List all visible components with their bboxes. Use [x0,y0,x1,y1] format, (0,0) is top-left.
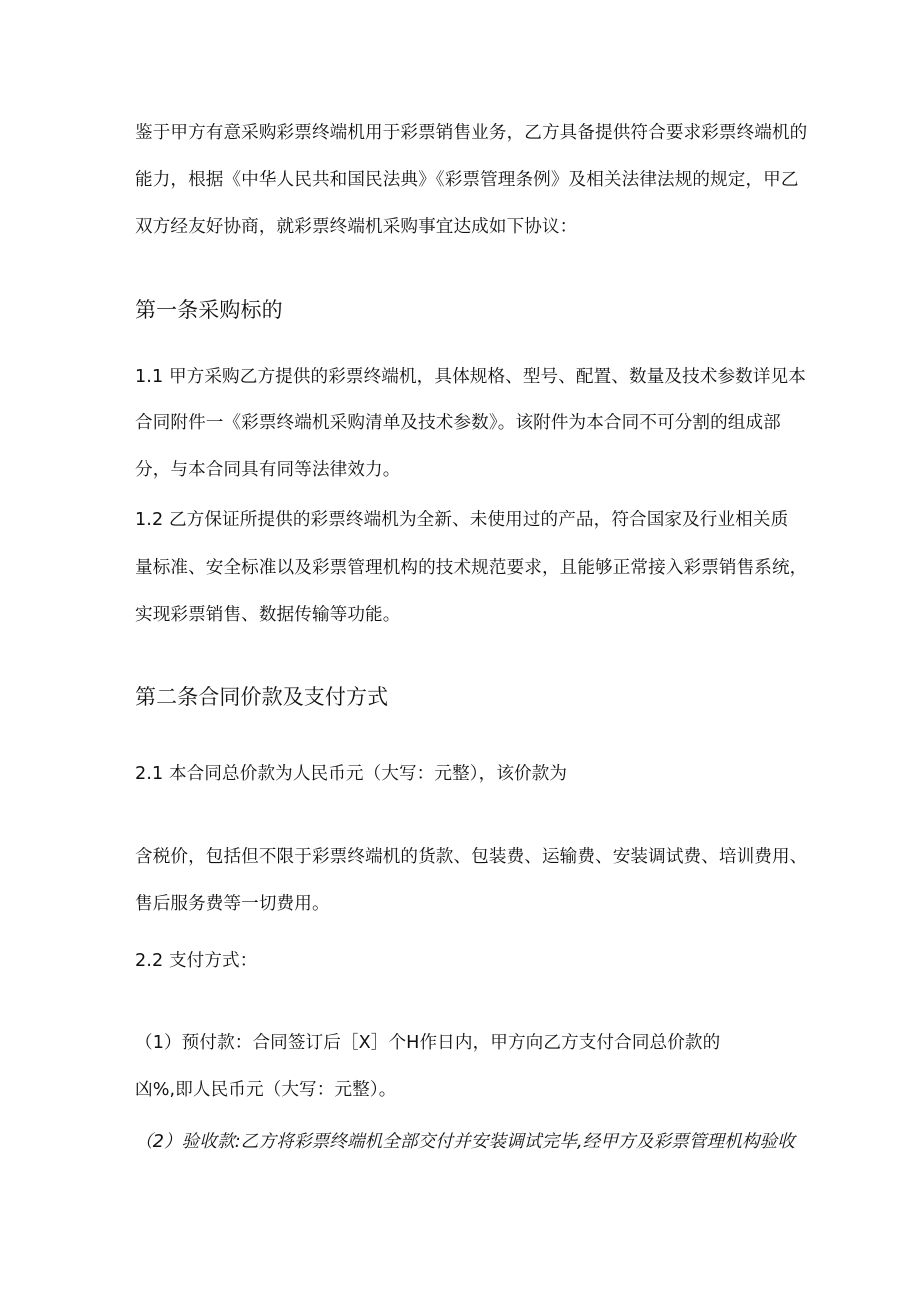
preamble-line-2: 能力，根据《中华人民共和国民法典》《彩票管理条例》及相关法律法规的规定，甲乙 [135,170,799,190]
clause-2-1-line-2: 含税价，包括但不限于彩票终端机的货款、包装费、运输费、安装调试费、培训费用、 [135,847,808,867]
clause-2-1-line-1: 2.1 本合同总价款为人民币元（大写：元整），该价款为 [135,764,568,784]
clause-1-1-line-1: 1.1 甲方采购乙方提供的彩票终端机，具体规格、型号、配置、数量及技术参数详见本 [135,367,806,387]
clause-1-2-line-2: 量标准、安全标准以及彩票管理机构的技术规范要求，且能够正常接入彩票销售系统， [135,558,808,578]
article-2-heading: 第二条合同价款及支付方式 [135,685,389,709]
clause-2-1-line-3: 售后服务费等一切费用。 [135,894,330,914]
item-1-line-1: （1）预付款：合同签订后［X］个H作日内，甲方向乙方支付合同总价款的 [135,1033,721,1053]
clause-1-2-line-1: 1.2 乙方保证所提供的彩票终端机为全新、未使用过的产品，符合国家及行业相关质 [135,510,789,530]
clause-1-1-line-3: 分，与本合同具有同等法律效力。 [135,460,401,480]
article-1-heading: 第一条采购标的 [135,298,283,322]
clause-1-2-line-3: 实现彩票销售、数据传输等功能。 [135,605,401,625]
item-1-line-2: 凶%,即人民币元（大写：元整）。 [135,1080,397,1100]
preamble-line-3: 双方经友好协商，就彩票终端机采购事宜达成如下协议： [135,217,578,237]
clause-2-2-label: 2.2 支付方式： [135,951,258,971]
preamble-line-1: 鉴于甲方有意采购彩票终端机用于彩票销售业务，乙方具备提供符合要求彩票终端机的 [135,123,808,143]
clause-1-1-line-2: 合同附件一《彩票终端机采购清单及技术参数》。该附件为本合同不可分割的组成部 [135,413,781,433]
item-2-line-1: （2）验收款:乙方将彩票终端机全部交付并安装调试完毕,经甲方及彩票管理机构验收 [135,1132,795,1152]
